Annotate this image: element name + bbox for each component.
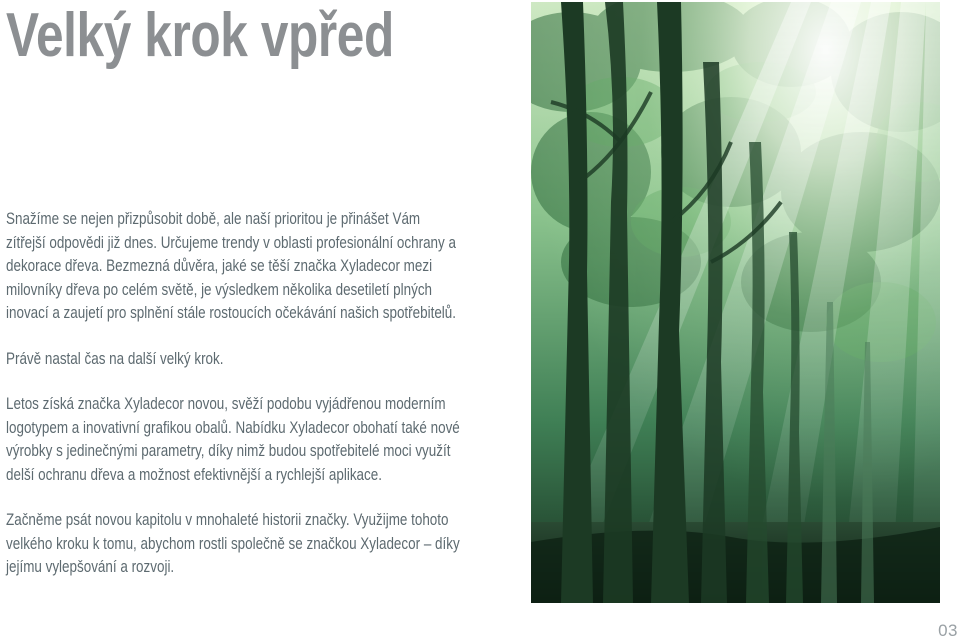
paragraph-new-look: Letos získá značka Xyladecor novou, svěží podobu vyjádřenou moderním logotypem a inovativní grafikou obalů. Nabídku Xyladecor obohatí také nové výrobky s jedinečnými parametry, díky nimž budou spotřebitelé moci využít delší ochranu dřeva a možnost efektivnější a rychlejší aplikace. — [6, 395, 460, 484]
body-text — [6, 208, 462, 580]
paragraph-new-chapter: Začněme psát novou kapitolu v mnohaleté historii značky. Využijme tohoto velkého kroku k tomu, abychom rostli společně se značkou Xyladecor – díky jejímu vylepšování a rozvoji. — [6, 511, 460, 576]
forest-photo — [531, 2, 940, 603]
page-number: 03 — [938, 621, 958, 640]
paragraph-intro: Snažíme se nejen přizpůsobit době, ale naší prioritou je přinášet Vám zítřejší odpovědi již dnes. Určujeme trendy v oblasti profesionální ochrany a dekorace dřeva. Bezmezná důvěra, jaké se těší značka Xyladecor mezi milovníky dřeva po celém světě, je výsledkem několika desetiletí plných inovací a zaujetí pro splnění stále rostoucích očekávání našich spotřebitelů. — [6, 210, 457, 322]
paragraph-next-step: Právě nastal čas na další velký krok. — [6, 349, 224, 368]
page-title: Velký krok vpřed — [6, 1, 394, 70]
